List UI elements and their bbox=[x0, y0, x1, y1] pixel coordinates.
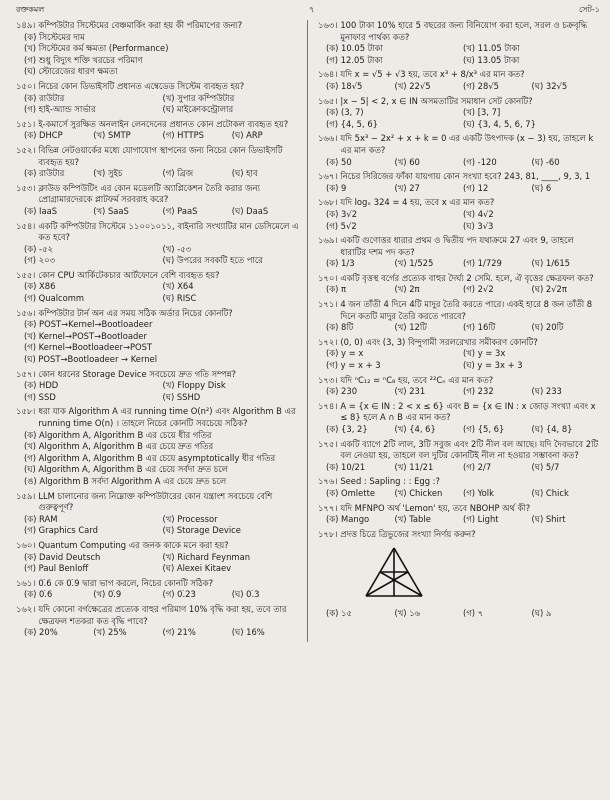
option: (খ) 4√2 bbox=[463, 208, 494, 219]
options bbox=[16, 380, 301, 403]
question-stem bbox=[16, 369, 301, 381]
option: (গ) PaaS bbox=[162, 205, 198, 216]
option: (ঘ) ARP bbox=[231, 130, 263, 141]
option: (ক) 10/21 bbox=[326, 461, 366, 472]
question bbox=[16, 578, 301, 601]
option: (খ) X64 bbox=[162, 281, 194, 292]
question-stem bbox=[16, 119, 301, 131]
options bbox=[16, 627, 301, 639]
options bbox=[318, 488, 600, 500]
options bbox=[16, 319, 301, 365]
options bbox=[16, 206, 301, 218]
options bbox=[318, 322, 600, 334]
question-number: ১৫৩। bbox=[16, 182, 36, 193]
question bbox=[16, 221, 301, 267]
question-stem bbox=[318, 235, 600, 258]
question-number: ১৫০। bbox=[16, 80, 36, 91]
question-text: যদি x = √5 + √3 হয়, তবে x³ + 8/x³ এর মান কত? bbox=[340, 69, 525, 80]
question-number: ১৬৭। bbox=[318, 171, 338, 182]
question-text: 100 টাকা 10% হারে 5 বছরের জন্য বিনিয়োগ করা হলে, সরল ও চক্রবৃদ্ধি মুনাফার পার্থক্য কত? bbox=[340, 20, 588, 42]
option: (ঘ) স্টোরেজের ধারণ ক্ষমতা bbox=[24, 66, 118, 77]
option: (ক) (3, 7) bbox=[326, 107, 364, 118]
question-stem bbox=[318, 299, 600, 322]
option: (ক) IaaS bbox=[24, 205, 58, 216]
option: (খ) 11/21 bbox=[394, 461, 434, 472]
question-text: যদি 5x³ − 2x² + x + k = 0 এর একটি উৎপাদক (x − 3) হয়, তাহলে k এর মান কত? bbox=[340, 133, 594, 155]
option: (ক) -৫২ bbox=[24, 243, 53, 254]
option: (ক) 3√2 bbox=[326, 208, 358, 219]
question-number: ১৭৪। bbox=[318, 400, 338, 411]
options bbox=[318, 514, 600, 526]
option: (গ) ব্রিজ bbox=[162, 168, 194, 179]
option: (ক) 18√5 bbox=[326, 80, 363, 91]
question-text: (0, 0) এবং (3, 3) বিন্দুগামী সরলরেখার সমীকরণ কোনটি? bbox=[340, 336, 538, 347]
option: (গ) Graphics Card bbox=[24, 525, 98, 536]
question-text: একটি কম্পিউটার সিস্টেমে ১১০০১০১১, বাইনারি সংখ্যাটির মান ডেসিমেলে এ কত হবে? bbox=[38, 220, 299, 243]
option: (ঘ) 1/615 bbox=[531, 258, 571, 269]
question-stem bbox=[318, 20, 600, 43]
question-stem bbox=[318, 133, 600, 156]
question bbox=[16, 406, 301, 487]
option: (ঘ) y = 3x + 3 bbox=[463, 360, 523, 371]
question bbox=[318, 133, 600, 168]
option: (ক) 50 bbox=[326, 156, 352, 167]
option: (ঘ) 20টি bbox=[531, 322, 564, 333]
question bbox=[318, 439, 600, 474]
option: (গ) 0.̇23 bbox=[162, 589, 196, 600]
option: (ঘ) -60 bbox=[531, 156, 560, 167]
options bbox=[318, 386, 600, 398]
question-text: নিচের কোন ডিভাইসটি প্রধানত এম্বেডেড সিস্টেম ব্যবহৃত হয়? bbox=[38, 80, 245, 91]
option: (ক) DHCP bbox=[24, 130, 63, 141]
question-number: ১৪৯। bbox=[16, 20, 36, 30]
question-stem bbox=[318, 439, 600, 462]
question-number: ১৭২। bbox=[318, 336, 338, 347]
question-text: একটি ব্যাগে 2টি লাল, 3টি সবুজ এবং 2টি নীল বল আছে। যদি দৈবভাবে 2টি বল নেওয়া হয়, তাহলে বল দুটির কোনটিই নীল না হওয়ার সম্ভাবনা কত? bbox=[340, 438, 599, 461]
option: (গ) Kernel→Bootloadeer→POST bbox=[24, 342, 153, 353]
option: (খ) 27 bbox=[394, 182, 420, 193]
options bbox=[318, 81, 600, 93]
options bbox=[318, 348, 600, 371]
question-text: প্রদত্ত চিত্রে ত্রিভুজের সংখ্যা নির্ণয় করুন? bbox=[340, 528, 476, 539]
question-text: বিভিন্ন নেটওয়ার্কের মধ্যে যোগাযোগ স্থাপনের জন্য নিচের কোন ডিভাইসটি ব্যবহৃত হয়? bbox=[38, 144, 283, 167]
option: (ক) 8টি bbox=[326, 322, 354, 333]
page-header bbox=[16, 4, 600, 16]
option: (খ) 2π bbox=[394, 284, 420, 295]
option: (গ) শুধু বিদ্যুৎ শক্তি খরচের পরিমাণ bbox=[24, 54, 143, 65]
option: (ক) y = x bbox=[326, 348, 364, 359]
question-text: কম্পিউটার সিস্টেমের বেঞ্চমার্কিং করা হয় কী পরিমাপের জন্য? bbox=[38, 20, 243, 30]
option: (খ) ১৬ bbox=[394, 607, 421, 618]
question-number: ১৬১। bbox=[16, 577, 36, 588]
question bbox=[16, 119, 301, 142]
option: (গ) HTTPS bbox=[162, 130, 204, 141]
option: (খ) সিস্টেমের কর্ম ক্ষমতা (Performance) bbox=[24, 43, 169, 54]
options bbox=[16, 93, 301, 116]
option: (গ) 5√2 bbox=[326, 220, 357, 231]
option: (ঘ) SSHD bbox=[162, 391, 201, 402]
question-stem bbox=[318, 375, 600, 387]
option: (ক) POST→Kernel→Bootloadeer bbox=[24, 319, 153, 330]
question-stem bbox=[318, 69, 600, 81]
option: (খ) {4, 6} bbox=[394, 424, 436, 434]
options bbox=[318, 183, 600, 195]
question-number: ১৬০। bbox=[16, 539, 36, 550]
option: (গ) {5, 6} bbox=[463, 424, 505, 434]
option: (ঘ) {3, 4, 5, 6, 7} bbox=[463, 118, 536, 129]
question-stem bbox=[16, 183, 301, 206]
question-number: ১৭৫। bbox=[318, 438, 338, 449]
question-number: ১৬৬। bbox=[318, 133, 338, 144]
question bbox=[318, 337, 600, 372]
option: (খ) Richard Feynman bbox=[162, 551, 251, 562]
question bbox=[16, 369, 301, 404]
question-stem bbox=[318, 529, 600, 541]
question-number: ১৭৬। bbox=[318, 476, 338, 487]
option: (ঘ) 233 bbox=[531, 386, 562, 397]
question-number: ১৫৯। bbox=[16, 490, 36, 501]
question-text: |x − 5| < 2, x ∈ IN অসমতাটির সমাধান সেট কোনটি? bbox=[340, 95, 533, 106]
question-stem bbox=[318, 197, 600, 209]
question-text: Seed : Sapling : : Egg :? bbox=[340, 476, 440, 487]
option: (ঘ) Chick bbox=[531, 487, 569, 498]
option: (ক) সিস্টেমের দাম bbox=[24, 31, 85, 42]
option: (গ) {4, 5, 6} bbox=[326, 118, 378, 129]
option: (গ) 2/7 bbox=[463, 461, 492, 472]
question-text: নিচের সিরিজের ফাঁকা যায়গায় কোন সংখ্যা হবে? 243, 81, ____, 9, 3, 1 bbox=[340, 171, 591, 182]
options bbox=[318, 209, 600, 232]
option: (ঘ) RISC bbox=[162, 293, 197, 304]
option: (খ) Processor bbox=[162, 513, 218, 524]
question-stem bbox=[16, 540, 301, 552]
question-text: 0.̇6 কে 0.̇9 দ্বারা ভাগ করলে, নিচের কোনটি সঠিক? bbox=[38, 577, 214, 588]
page-number: ৭ bbox=[309, 5, 315, 14]
right-column bbox=[308, 20, 600, 642]
option: (গ) 1/729 bbox=[463, 258, 502, 269]
option: (ক) রাউটার bbox=[24, 168, 65, 179]
option: (গ) 12 bbox=[463, 182, 489, 193]
option: (গ) হাই-অ্যান্ড সার্ভার bbox=[24, 104, 96, 115]
question-text: একটি গুণোত্তর ধারার প্রথম ও দ্বিতীয় পদ যথাক্রমে 27 এবং 9, তাহলে ধারাটির দশম পদ কত? bbox=[340, 235, 574, 257]
question bbox=[318, 197, 600, 232]
options bbox=[16, 430, 301, 488]
option: (গ) SSD bbox=[24, 391, 56, 402]
option: (ঘ) 32√5 bbox=[531, 80, 568, 91]
question bbox=[16, 81, 301, 116]
option: (ক) π bbox=[326, 284, 347, 295]
question bbox=[16, 491, 301, 537]
triangle-figure bbox=[362, 544, 426, 600]
options bbox=[318, 107, 600, 130]
options bbox=[318, 157, 600, 169]
question-number: ১৫৭। bbox=[16, 368, 36, 379]
option: (ঘ) Alexei Kitaev bbox=[162, 563, 232, 574]
question-text: ক্লাউড কম্পিউটিং এর কোন মডেলটি অ্যাপ্লিকেশন তৈরি করার জন্য প্রোগ্রামারদেরকে প্লাটফর্ম সরবরাহ করে? bbox=[38, 182, 260, 205]
question-number: ১৬৪। bbox=[318, 69, 338, 80]
option: (ক) ১৫ bbox=[326, 607, 352, 618]
question-stem bbox=[318, 401, 600, 424]
question-number: ১৭৩। bbox=[318, 374, 338, 385]
option: (খ) SaaS bbox=[93, 205, 129, 216]
option: (ঘ) Storage Device bbox=[162, 525, 241, 536]
question-text: একটি বৃত্তস্থ বর্গের প্রত্যেক বাহুর দৈর্ঘ্য 2 সেমি. হলে, ঐ বৃত্তের ক্ষেত্রফল কত? bbox=[340, 272, 594, 283]
option: (খ) সুইচ bbox=[93, 168, 123, 179]
option: (গ) Qualcomm bbox=[24, 293, 85, 304]
question bbox=[16, 20, 301, 78]
option: (ঘ) Shirt bbox=[531, 514, 566, 525]
option: (গ) Light bbox=[463, 514, 499, 525]
option: (ক) রাউটার bbox=[24, 92, 65, 103]
question-stem bbox=[16, 145, 301, 168]
option: (ঘ) মাইক্রোকন্ট্রোলার bbox=[162, 104, 234, 115]
question-text: যদি MFNPO অর্থ 'Lemon' হয়, তবে NBOHP অর্থ কী? bbox=[340, 502, 531, 513]
option: (খ) 231 bbox=[394, 386, 426, 397]
options bbox=[318, 258, 600, 270]
question bbox=[318, 529, 600, 620]
options bbox=[318, 462, 600, 474]
option: (ঘ) {4, 8} bbox=[531, 424, 573, 434]
question bbox=[16, 604, 301, 639]
option: (ঙ) Algorithm B সর্বদা Algorithm A এর চেয়ে দ্রুত চলে bbox=[24, 475, 227, 486]
option: (খ) Floppy Disk bbox=[162, 380, 226, 391]
question bbox=[318, 273, 600, 296]
question-text: ধরা যাক Algorithm A এর running time O(n²) এবং Algorithm B এর running time O(n) । তাহলে নিচের কোনটি সবচেয়ে সঠিক? bbox=[38, 406, 296, 428]
question bbox=[16, 540, 301, 575]
question-stem bbox=[16, 221, 301, 244]
question-text: যদি কোনো বর্গক্ষেত্রের প্রত্যেক বাহুর পরিমাণ 10% বৃদ্ধি করা হয়, তবে তার ক্ষেত্রফল শতকরা কত বৃদ্ধি পাবে? bbox=[38, 603, 287, 626]
set-label: সেট-১ bbox=[579, 5, 600, 14]
option: (খ) Chicken bbox=[394, 487, 443, 498]
question-text: Quantum Computing এর জনক কাকে মনে করা হয়? bbox=[38, 539, 229, 550]
question-number: ১৫৮। bbox=[16, 406, 36, 417]
options bbox=[16, 514, 301, 537]
question bbox=[318, 503, 600, 526]
question-text: যদি logₓ 324 = 4 হয়, তবে x এর মান কত? bbox=[340, 197, 495, 208]
option: (ক) 20% bbox=[24, 627, 58, 638]
options bbox=[16, 168, 301, 180]
option: (ঘ) 5/7 bbox=[531, 461, 560, 472]
option: (ঘ) 16% bbox=[231, 627, 265, 638]
option: (ক) 10.05 টাকা bbox=[326, 43, 383, 54]
option: (ক) 9 bbox=[326, 182, 347, 193]
option: (খ) 1/525 bbox=[394, 258, 434, 269]
option: (খ) 12টি bbox=[394, 322, 427, 333]
question-stem bbox=[16, 491, 301, 514]
question bbox=[318, 401, 600, 436]
option: (খ) সুপার কম্পিউটার bbox=[162, 92, 235, 103]
option: (ঘ) 0.̇3 bbox=[231, 589, 260, 600]
header-title: রক্তকমল bbox=[16, 5, 45, 14]
question-stem bbox=[318, 476, 600, 488]
question-text: যদি ⁿC₁₂ = ⁿC₈ হয়, তবে ²²Cₙ এর মান কত? bbox=[340, 374, 494, 385]
option: (খ) 0.̇9 bbox=[93, 589, 122, 600]
option: (খ) Table bbox=[394, 514, 431, 525]
question-number: ১৫৬। bbox=[16, 307, 36, 318]
question-number: ১৬৫। bbox=[318, 95, 338, 106]
question-number: ১৬২। bbox=[16, 603, 36, 614]
option: (গ) 2√2 bbox=[463, 284, 494, 295]
question-number: ১৫২। bbox=[16, 144, 36, 155]
question-columns bbox=[16, 20, 600, 642]
question bbox=[16, 145, 301, 180]
options bbox=[16, 552, 301, 575]
option: (ঘ) ৯ bbox=[531, 607, 552, 618]
option: (গ) 12.05 টাকা bbox=[326, 54, 383, 65]
question-text: 4 জন তাঁতী 4 দিনে 4টি মাদুর তৈরি করতে পারে। একই হারে 8 জন তাঁতী 8 দিনে কতটি মাদুর তৈরি করতে পারবে? bbox=[340, 299, 593, 321]
option: (ক) 1/3 bbox=[326, 258, 355, 269]
option: (ক) David Deutsch bbox=[24, 551, 101, 562]
question-number: ১৭৭। bbox=[318, 502, 338, 513]
option: (গ) ৭ bbox=[463, 607, 484, 618]
question-stem bbox=[318, 273, 600, 285]
option: (ঘ) 6 bbox=[531, 182, 552, 193]
question-text: LLM চালানোর জন্য নিম্নোক্ত কম্পিউটারের কোন যন্ত্রাংশ সবচেয়ে বেশি গুরুত্বপূর্ণ? bbox=[38, 490, 273, 513]
question-number: ১৬৯। bbox=[318, 235, 338, 246]
question bbox=[318, 171, 600, 194]
option: (খ) 60 bbox=[394, 156, 420, 167]
option: (ক) Mango bbox=[326, 514, 370, 525]
question-number: ১৫৪। bbox=[16, 220, 36, 231]
option: (ক) X86 bbox=[24, 281, 56, 292]
option: (গ) 28√5 bbox=[463, 80, 500, 91]
question-stem bbox=[16, 406, 301, 429]
question-stem bbox=[16, 604, 301, 627]
option: (গ) y = x + 3 bbox=[326, 360, 381, 371]
option: (ঘ) Algorithm A, Algorithm B এর চেয়ে সর্বদা দ্রুত চলে bbox=[24, 464, 228, 475]
left-column bbox=[16, 20, 308, 642]
question bbox=[318, 96, 600, 131]
options bbox=[318, 43, 600, 66]
question bbox=[16, 308, 301, 366]
question-stem bbox=[318, 171, 600, 183]
option: (গ) 21% bbox=[162, 627, 196, 638]
option: (ক) 230 bbox=[326, 386, 358, 397]
option: (খ) y = 3x bbox=[463, 348, 506, 359]
question-number: ১৬৮। bbox=[318, 197, 338, 208]
option: (ঘ) হাব bbox=[231, 168, 258, 179]
options bbox=[16, 244, 301, 267]
options bbox=[16, 281, 301, 304]
question-text: ই-কমার্সে সুরক্ষিত অনলাইন লেনদেনের প্রধানত কোন প্রটোকল ব্যবহৃত হয়? bbox=[38, 118, 289, 129]
question-stem bbox=[16, 81, 301, 93]
question bbox=[318, 20, 600, 66]
option: (ক) Algorithm A, Algorithm B এর চেয়ে ধীর গতির bbox=[24, 429, 212, 440]
option: (ঘ) 3√3 bbox=[463, 220, 494, 231]
option: (ঘ) POST→Bootloadeer → Kernel bbox=[24, 354, 158, 365]
question-stem bbox=[318, 503, 600, 515]
option: (ক) HDD bbox=[24, 380, 59, 391]
question-stem bbox=[16, 20, 301, 32]
options bbox=[318, 284, 600, 296]
option: (খ) [3, 7] bbox=[463, 107, 501, 118]
option: (ক) Omlette bbox=[326, 487, 376, 498]
option: (খ) SMTP bbox=[93, 130, 131, 141]
option: (খ) 11.05 টাকা bbox=[463, 43, 520, 54]
option: (খ) -৫৩ bbox=[162, 243, 192, 254]
question bbox=[318, 299, 600, 334]
option: (ঘ) DaaS bbox=[231, 205, 269, 216]
option: (গ) Algorithm A, Algorithm B এর চেয়ে asymptotically ধীর গতির bbox=[24, 452, 276, 463]
option: (গ) -120 bbox=[463, 156, 497, 167]
question bbox=[318, 375, 600, 398]
option: (গ) Yolk bbox=[463, 487, 494, 498]
question-text: কম্পিউটার টার্ন অন এর সময় সঠিক অর্ডার নিচের কোনটি? bbox=[38, 307, 233, 318]
option: (খ) 25% bbox=[93, 627, 127, 638]
question-number: ১৫১। bbox=[16, 118, 36, 129]
question-stem bbox=[16, 578, 301, 590]
question bbox=[318, 476, 600, 499]
question bbox=[318, 235, 600, 270]
options bbox=[318, 608, 600, 620]
question-number: ১৭০। bbox=[318, 272, 338, 283]
options bbox=[16, 32, 301, 78]
option: (খ) 22√5 bbox=[394, 80, 431, 91]
question-stem bbox=[16, 270, 301, 282]
options bbox=[16, 589, 301, 601]
option: (ঘ) উপরের সবকটি হতে পারে bbox=[162, 255, 263, 266]
option: (গ) ২০৩ bbox=[24, 255, 56, 266]
options bbox=[318, 424, 600, 436]
question-number: ১৭১। bbox=[318, 299, 338, 310]
option: (ঘ) 13.05 টাকা bbox=[463, 54, 520, 65]
options bbox=[16, 130, 301, 142]
question-number: ১৫৫। bbox=[16, 269, 36, 280]
question bbox=[16, 270, 301, 305]
question-number: ১৭৮। bbox=[318, 528, 338, 539]
question-text: A = {x ∈ IN : 2 < x ≤ 6} এবং B = {x ∈ IN : x জোড় সংখ্যা এবং x ≤ 8} হলে A ∩ B এর মান কত? bbox=[340, 400, 596, 423]
option: (গ) 16টি bbox=[463, 322, 496, 333]
question bbox=[16, 183, 301, 218]
option: (খ) Kernel→POST→Bootloader bbox=[24, 330, 147, 341]
question-text: কোন ধরনের Storage Device সবচেয়ে দ্রুত গতি সম্পন্ন? bbox=[38, 368, 236, 379]
question-stem bbox=[318, 337, 600, 349]
question-stem bbox=[318, 96, 600, 108]
question-text: কোন CPU আর্কিটেকচার আর্টফোনে বেশি ব্যবহৃত হয়? bbox=[38, 269, 220, 280]
option: (ক) RAM bbox=[24, 513, 58, 524]
option: (খ) Algorithm A, Algorithm B এর চেয়ে দ্রুত গতির bbox=[24, 441, 214, 452]
option: (ক) {3, 2} bbox=[326, 424, 368, 434]
option: (গ) Paul Benloff bbox=[24, 563, 89, 574]
question bbox=[318, 69, 600, 92]
option: (ক) 0.̇6 bbox=[24, 589, 53, 600]
question-stem bbox=[16, 308, 301, 320]
option: (ঘ) 2√2π bbox=[531, 284, 567, 295]
option: (গ) 232 bbox=[463, 386, 494, 397]
question-number: ১৬৩। bbox=[318, 20, 338, 30]
